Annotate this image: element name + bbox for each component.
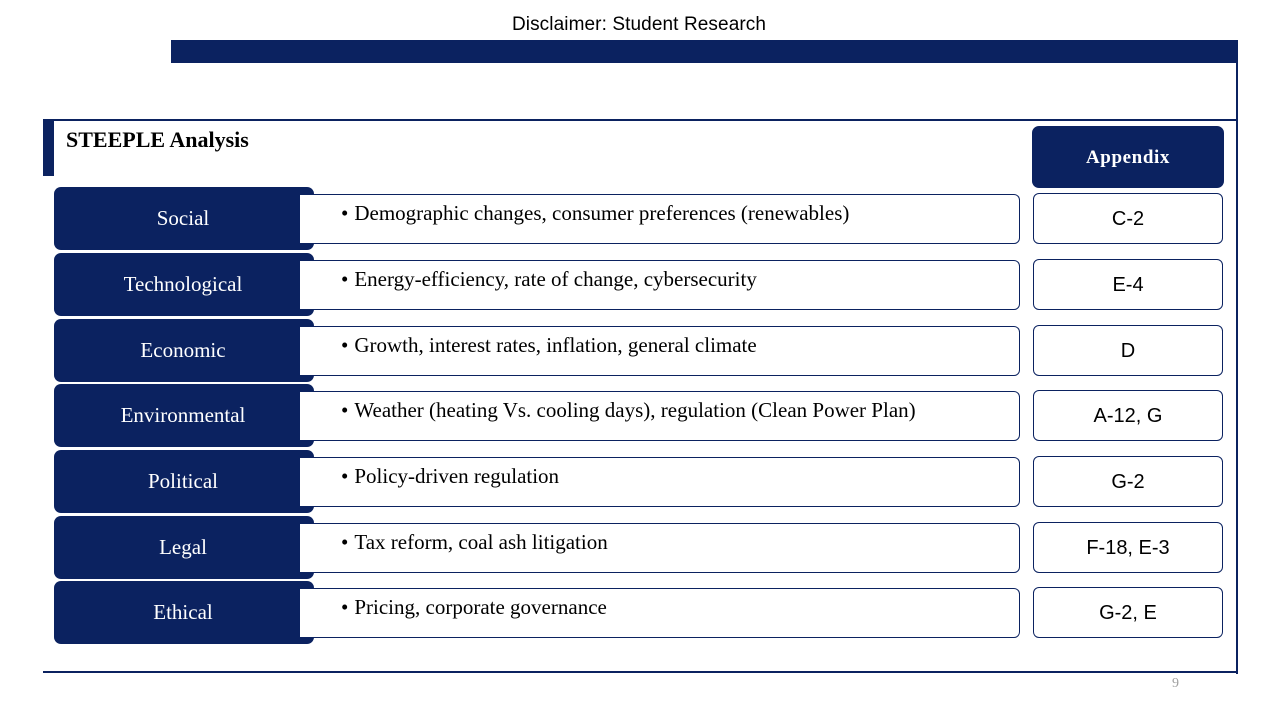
category-label: Legal — [54, 516, 314, 579]
title-accent-bar — [43, 120, 54, 176]
appendix-reference: E-4 — [1033, 259, 1223, 310]
steeple-row-economic — [0, 319, 1280, 385]
appendix-reference: G-2, E — [1033, 587, 1223, 638]
category-label: Political — [54, 450, 314, 513]
footer-divider — [43, 671, 1238, 673]
description-value: Demographic changes, consumer preferences (renewables) — [354, 201, 850, 225]
description-text — [341, 595, 607, 620]
category-label: Economic — [54, 319, 314, 382]
description-value: Tax reform, coal ash litigation — [354, 530, 608, 554]
page-number: 9 — [1172, 676, 1179, 691]
description-text — [341, 333, 757, 358]
description-text — [341, 267, 757, 292]
appendix-reference: F-18, E-3 — [1033, 522, 1223, 573]
category-label: Ethical — [54, 581, 314, 644]
description-value: Weather (heating Vs. cooling days), regulation (Clean Power Plan) — [354, 398, 916, 422]
appendix-header: Appendix — [1032, 126, 1224, 188]
category-label: Social — [54, 187, 314, 250]
bullet-icon: • — [341, 201, 349, 225]
steeple-row-technological — [0, 253, 1280, 319]
description-text — [341, 464, 559, 489]
category-label: Technological — [54, 253, 314, 316]
bullet-icon: • — [341, 530, 349, 554]
bullet-icon: • — [341, 267, 349, 291]
appendix-reference: C-2 — [1033, 193, 1223, 244]
description-value: Pricing, corporate governance — [354, 595, 607, 619]
appendix-reference: G-2 — [1033, 456, 1223, 507]
header-divider — [43, 119, 1237, 121]
bullet-icon: • — [341, 398, 349, 422]
steeple-row-environmental — [0, 384, 1280, 450]
top-banner-bar — [171, 40, 1238, 63]
bullet-icon: • — [341, 595, 349, 619]
category-label: Environmental — [54, 384, 314, 447]
disclaimer-text: Disclaimer: Student Research — [511, 14, 767, 35]
bullet-icon: • — [341, 464, 349, 488]
description-text — [341, 530, 608, 555]
appendix-reference: D — [1033, 325, 1223, 376]
description-text — [341, 201, 849, 226]
steeple-row-legal — [0, 516, 1280, 582]
steeple-row-social — [0, 187, 1280, 253]
bullet-icon: • — [341, 333, 349, 357]
steeple-row-political — [0, 450, 1280, 516]
description-text — [341, 398, 916, 423]
steeple-row-ethical — [0, 581, 1280, 647]
description-value: Growth, interest rates, inflation, general climate — [354, 333, 757, 357]
description-value: Policy-driven regulation — [354, 464, 560, 488]
section-title: STEEPLE Analysis — [66, 127, 249, 152]
description-value: Energy-efficiency, rate of change, cybersecurity — [354, 267, 757, 291]
appendix-reference: A-12, G — [1033, 390, 1223, 441]
